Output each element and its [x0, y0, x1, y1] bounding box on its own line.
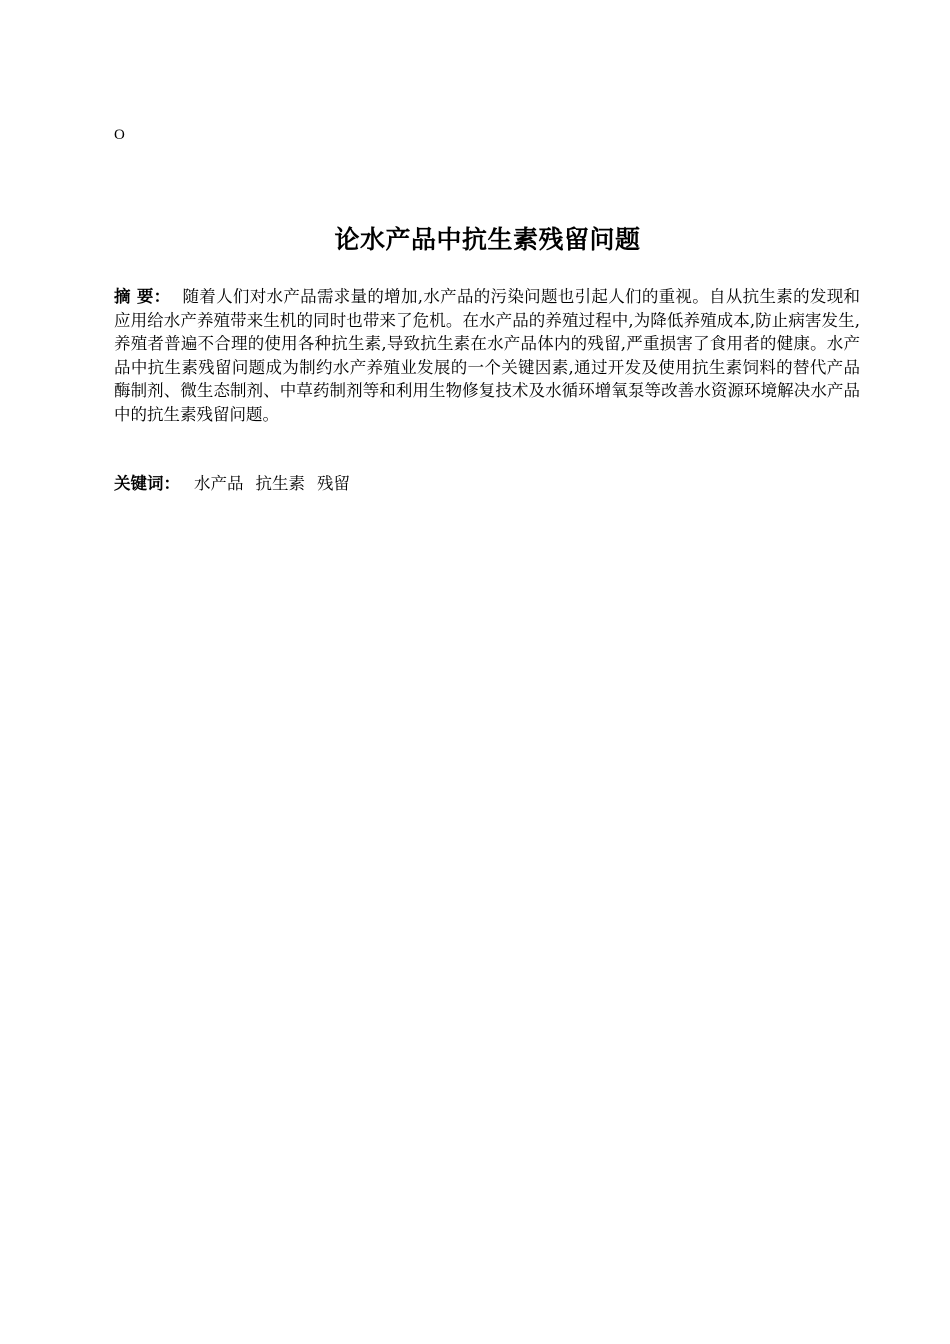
keyword-item: 水产品 — [194, 474, 244, 493]
keywords-section — [114, 472, 860, 495]
keyword-item: 抗生素 — [255, 474, 305, 493]
abstract-label: 摘 要： — [114, 287, 171, 306]
paper-title: 论水产品中抗生素残留问题 — [334, 224, 641, 254]
keyword-item: 残留 — [317, 474, 350, 493]
keywords-label: 关键词： — [114, 474, 180, 493]
abstract-section — [114, 285, 860, 426]
abstract-text: 随着人们对水产品需求量的增加,水产品的污染问题也引起人们的重视。自从抗生素的发现和应用给水产养殖带来生机的同时也带来了危机。在水产品的养殖过程中,为降低养殖成本,防止病害发生,养殖者普遍不合理的使用各种抗生素,导致抗生素在水产品体内的残留,严重损害了食用者的健康。水产品中抗生素残留问题成为制约水产养殖业发展的一个关键因素,通过开发及使用抗生素饲料的替代产品酶制剂、微生态制剂、中草药制剂等和利用生物修复技术及水循环增氧泵等改善水资源环境解决水产品中的抗生素残留问题。 — [114, 287, 861, 424]
corner-mark: O — [114, 127, 125, 143]
